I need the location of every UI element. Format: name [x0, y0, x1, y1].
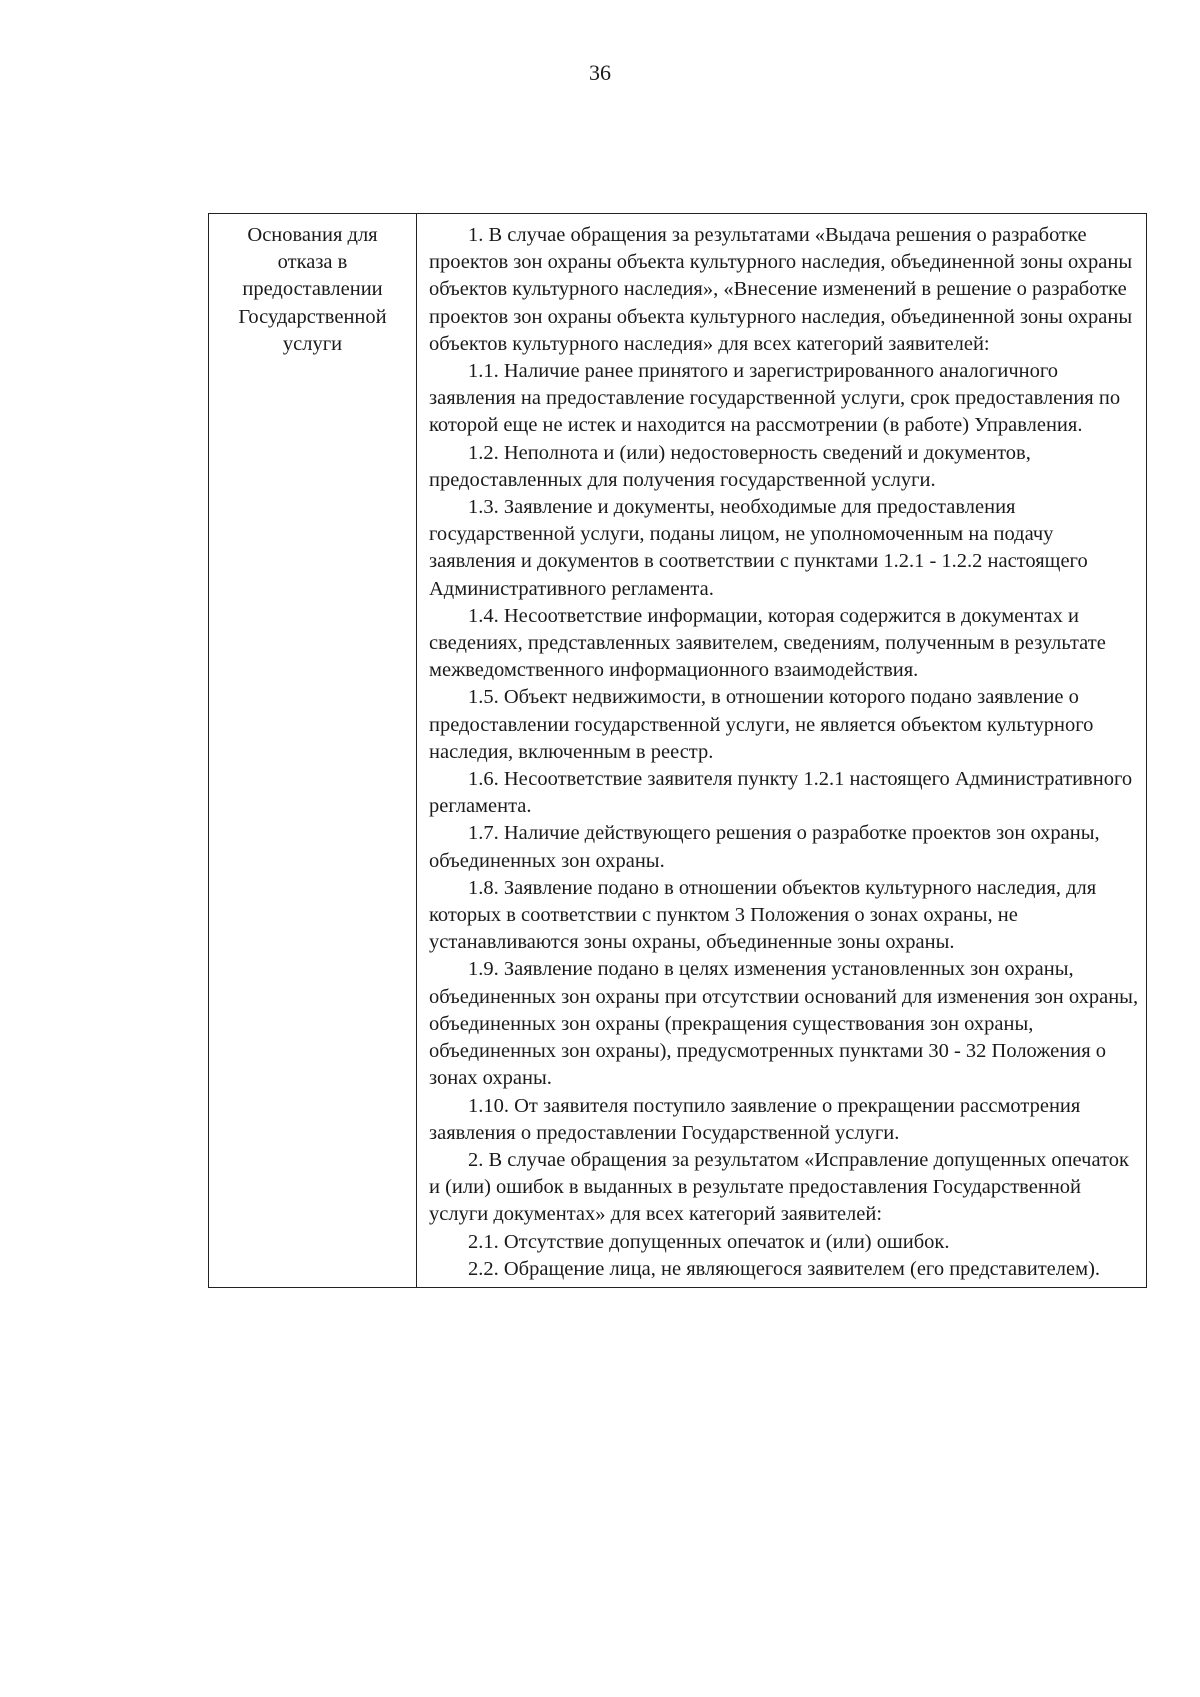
- grounds-paragraph: 2.2. Обращение лица, не являющегося заявителем (его представителем).: [468, 1257, 1101, 1280]
- table-label-cell: [209, 214, 417, 1287]
- label-line: предоставлении: [242, 278, 383, 301]
- grounds-paragraph: 1.7. Наличие действующего решения о разработке проектов зон охраны, объединенных зон охраны.: [429, 822, 1100, 872]
- page-number: 36: [589, 60, 611, 85]
- grounds-paragraph: 1.4. Несоответствие информации, которая содержится в документах и сведениях, представленных заявителем, сведениям, полученным в результате межведомственного информационного взаимодействия.: [429, 604, 1106, 682]
- grounds-paragraph: 1. В случае обращения за результатами «Выдача решения о разработке проектов зон охраны объекта культурного наследия, объединенной зоны охраны объектов культурного наследия», «Внесение изменений в решение о разработке проектов зон охраны объекта культурного наследия, объединенной зоны охраны объектов культурного наследия» для всех категорий заявителей:: [429, 224, 1133, 355]
- label-line: Государственной: [238, 305, 387, 328]
- grounds-paragraph: 1.3. Заявление и документы, необходимые для предоставления государственной услуги, поданы лицом, не уполномоченным на подачу заявления и документов в соответствии с пунктами 1.2.1 - 1.2.2 настоящего Административного регламента.: [429, 496, 1088, 600]
- table-content-cell: [417, 214, 1146, 1287]
- grounds-paragraph: 1.6. Несоответствие заявителя пункту 1.2.1 настоящего Административного регламента.: [429, 768, 1133, 818]
- grounds-paragraph: 2.1. Отсутствие допущенных опечаток и (или) ошибок.: [468, 1230, 950, 1253]
- label-line: Основания для: [247, 224, 378, 246]
- grounds-paragraph: 1.1. Наличие ранее принятого и зарегистрированного аналогичного заявления на предоставление государственной услуги, срок предоставления по которой еще не истек и находится на рассмотрении (в работе) Управления.: [429, 360, 1121, 437]
- grounds-paragraph: 1.2. Неполнота и (или) недостоверность сведений и документов, предоставленных для получения государственной услуги.: [429, 441, 1031, 491]
- refusal-grounds-table: [208, 213, 1147, 1288]
- label-line: отказа в: [277, 251, 348, 274]
- grounds-paragraph: 1.8. Заявление подано в отношении объектов культурного наследия, для которых в соответствии с пунктом 3 Положения о зонах охраны, не устанавливаются зоны охраны, объединенные зоны охраны.: [429, 876, 1097, 954]
- grounds-paragraph: 2. В случае обращения за результатом «Исправление допущенных опечаток и (или) ошибок в выданных в результате предоставления Государственной услуги документах» для всех категорий заявителей:: [429, 1148, 1129, 1226]
- grounds-paragraph: 1.10. От заявителя поступило заявление о прекращении рассмотрения заявления о предоставлении Государственной услуги.: [429, 1094, 1081, 1144]
- label-line: услуги: [282, 332, 343, 355]
- grounds-paragraph: 1.5. Объект недвижимости, в отношении которого подано заявление о предоставлении государственной услуги, не является объектом культурного наследия, включенным в реестр.: [429, 686, 1094, 763]
- grounds-paragraph: 1.9. Заявление подано в целях изменения установленных зон охраны, объединенных зон охраны при отсутствии оснований для изменения зон охраны, объединенных зон охраны (прекращения существования зон охраны, объединенных зон охраны), предусмотренных пунктами 30 - 32 Положения о зонах охраны.: [429, 958, 1139, 1090]
